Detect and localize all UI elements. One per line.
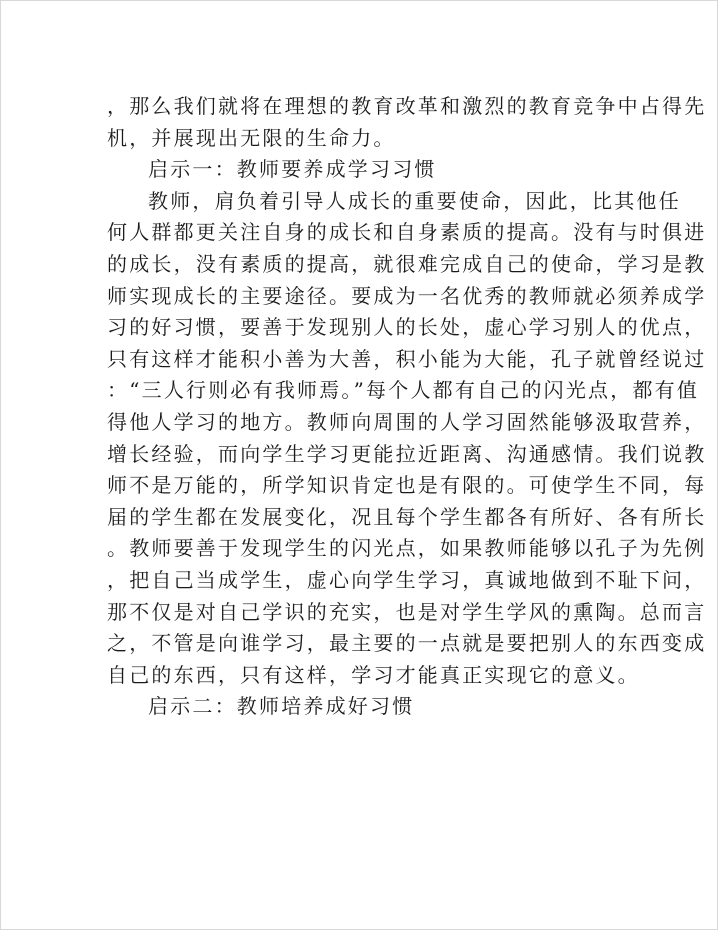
paragraph-line: ：“三人行则必有我师焉。”每个人都有自己的闪光点，都有值 (107, 378, 700, 403)
paragraph-line: 增长经验，而向学生学习更能拉近距离、沟通感情。我们说教 (107, 441, 707, 466)
paragraph-line: 何人群都更关注自身的成长和自身素质的提高。没有与时俱进 (107, 220, 707, 245)
paragraph-line: 。教师要善于发现学生的闪光点，如果教师能够以孔子为先例 (107, 536, 707, 561)
paragraph-line: 的成长，没有素质的提高，就很难完成自己的使命，学习是教 (107, 251, 707, 276)
paragraph-line: 之，不管是向谁学习，最主要的一点就是要把别人的东西变成 (107, 631, 707, 656)
paragraph-line: ，把自己当成学生，虚心向学生学习，真诚地做到不耻下问， (107, 567, 707, 592)
paragraph-line: 师不是万能的，所学知识肯定也是有限的。可使学生不同，每 (107, 473, 707, 498)
section-heading-2: 启示二：教师培养成好习惯 (148, 694, 415, 719)
paragraph-line: 届的学生都在发展变化，况且每个学生都各有所好、各有所长 (107, 504, 707, 529)
paragraph-line: 那不仅是对自己学识的充实，也是对学生学风的熏陶。总而言 (107, 599, 707, 624)
paragraph-line: 只有这样才能积小善为大善，积小能为大能，孔子就曾经说过 (107, 346, 707, 371)
paragraph-line: 得他人学习的地方。教师向周围的人学习固然能够汲取营养， (107, 409, 707, 434)
paragraph-line: ，那么我们就将在理想的教育改革和激烈的教育竞争中占得先 (107, 94, 707, 118)
section-heading-1: 启示一：教师要养成学习习惯 (148, 157, 437, 182)
paragraph-line: 自己的东西，只有这样，学习才能真正实现它的意义。 (107, 662, 640, 687)
paragraph-line: 习的好习惯，要善于发现别人的长处，虚心学习别人的优点， (107, 315, 707, 340)
paragraph-line: 师实现成长的主要途径。要成为一名优秀的教师就必须养成学 (107, 283, 707, 308)
document-body (107, 91, 707, 723)
paragraph-line: 机，并展现出无限的生命力。 (107, 125, 396, 150)
paragraph-line: 教师，肩负着引导人成长的重要使命，因此，比其他任 (148, 188, 681, 213)
